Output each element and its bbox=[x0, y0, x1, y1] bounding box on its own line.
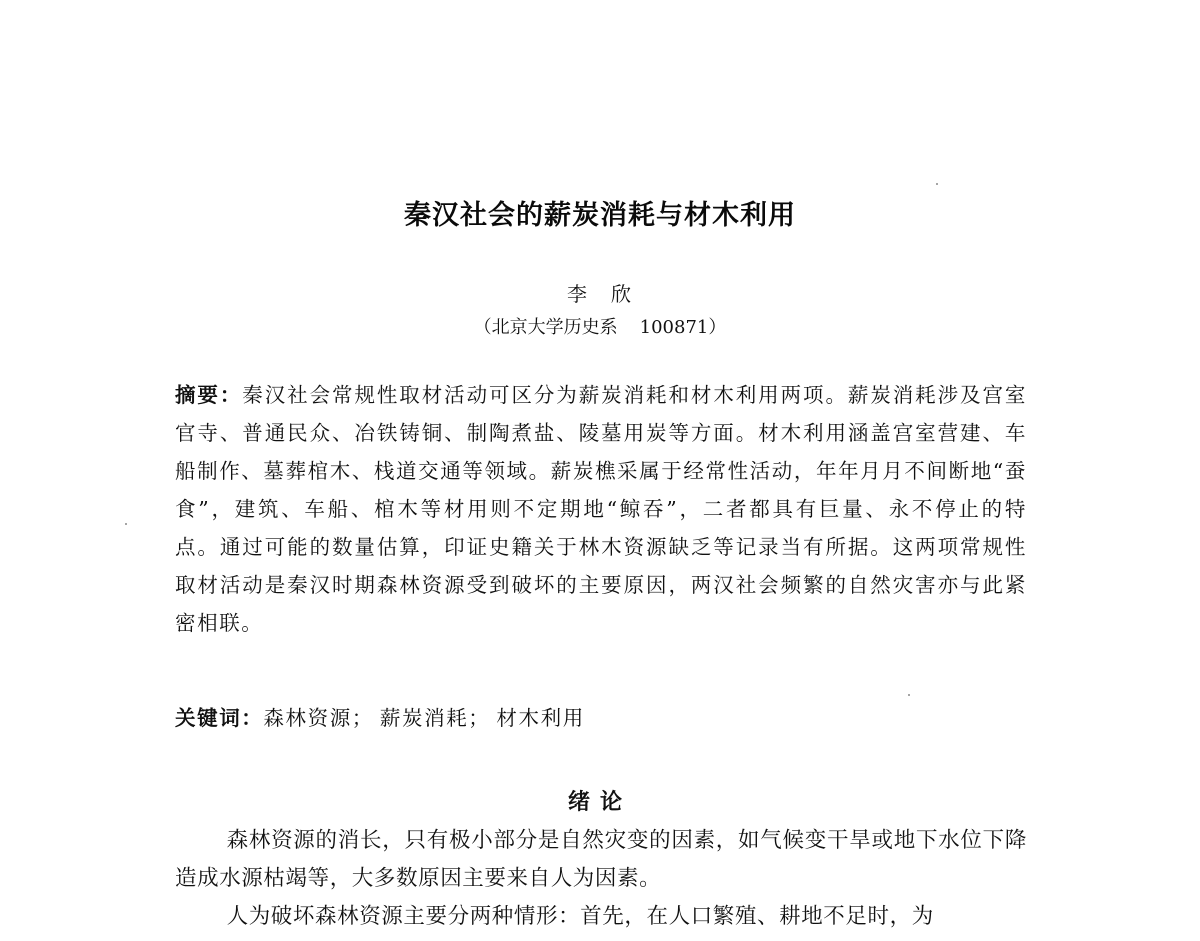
affiliation-institution: （北京大学历史系 bbox=[473, 317, 618, 338]
body-paragraph: 人为破坏森林资源主要分两种情形：首先，在人口繁殖、耕地不足时，为 bbox=[226, 904, 934, 929]
author-name: 李 欣 bbox=[567, 282, 633, 306]
keyword-item: 薪炭消耗； bbox=[379, 706, 491, 730]
abstract-label: 摘要： bbox=[175, 383, 243, 407]
body-paragraph: 森林资源的消长，只有极小部分是自然灾变的因素，如气候变干旱或地下水位下降造成水源枯竭等，大多数原因主要来自人为因素。 bbox=[175, 828, 1027, 891]
keyword-item: 森林资源； bbox=[263, 706, 374, 730]
paper-title: 秦汉社会的薪炭消耗与材木利用 bbox=[404, 200, 796, 231]
keywords-label: 关键词： bbox=[175, 706, 264, 730]
scan-speck bbox=[125, 523, 127, 525]
scan-speck bbox=[936, 183, 938, 185]
scan-speck bbox=[908, 694, 910, 696]
body-text bbox=[175, 822, 1027, 936]
keyword-item: 材木利用 bbox=[496, 706, 585, 730]
affiliation-postcode: 100871） bbox=[639, 317, 727, 338]
abstract bbox=[175, 376, 1027, 642]
author-affiliation bbox=[0, 313, 1200, 339]
abstract-text: 秦汉社会常规性取材活动可区分为薪炭消耗和材木利用两项。薪炭消耗涉及宫室官寺、普通民众、冶铁铸铜、制陶煮盐、陵墓用炭等方面。材木利用涵盖宫室营建、车船制作、墓葬棺木、栈道交通等领域。薪炭樵采属于经常性活动，年年月月不间断地“蚕食”，建筑、车船、棺木等材用则不定期地“鲸吞”，二者都具有巨量、永不停止的特点。通过可能的数量估算，印证史籍关于林木资源缺乏等记录当有所据。这两项常规性取材活动是秦汉时期森林资源受到破坏的主要原因，两汉社会频繁的自然灾害亦与此紧密相联。 bbox=[175, 383, 1027, 635]
section-heading: 绪论 bbox=[567, 790, 632, 815]
keywords bbox=[175, 701, 1027, 731]
